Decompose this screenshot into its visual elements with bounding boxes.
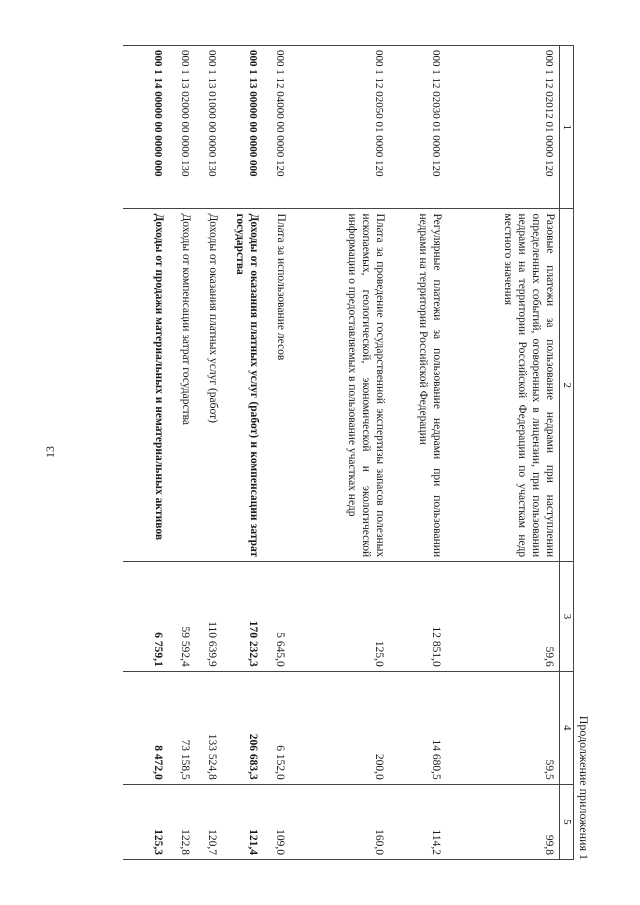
revenue-name: Доходы от оказания платных услуг (работ) xyxy=(195,209,222,562)
value-col5: 122,8 xyxy=(168,784,195,859)
table-row xyxy=(389,46,446,860)
continuation-caption: Продолжение приложения 1 xyxy=(577,715,591,860)
budget-code: 000 1 14 00000 00 0000 000 xyxy=(123,46,168,209)
value-col3: 5 645,0 xyxy=(263,562,290,672)
value-col4: 14 680,5 xyxy=(389,671,446,784)
budget-code: 000 1 13 00000 00 0000 000 xyxy=(222,46,263,209)
revenue-table xyxy=(123,45,574,860)
value-col5: 114,2 xyxy=(389,784,446,859)
column-number-row xyxy=(560,46,574,860)
revenue-name: Разовые платежи за пользование недрами при наступлении определенных событий, оговоренных в лицензии, при пользовании недрами на территории Российской Федерации по участкам недр местного значения xyxy=(446,209,560,562)
page-number: 13 xyxy=(43,446,57,458)
value-col4: 200,0 xyxy=(290,671,389,784)
value-col5: 160,0 xyxy=(290,784,389,859)
column-number-4: 4 xyxy=(560,671,574,784)
table-row-total xyxy=(123,46,168,860)
value-col5: 109,0 xyxy=(263,784,290,859)
value-col3: 170 232,3 xyxy=(222,562,263,672)
value-col5: 99,8 xyxy=(446,784,560,859)
value-col5: 121,4 xyxy=(222,784,263,859)
table-row xyxy=(168,46,195,860)
value-col4: 59,5 xyxy=(446,671,560,784)
table-row xyxy=(446,46,560,860)
budget-code: 000 1 12 02030 01 0000 120 xyxy=(389,46,446,209)
table-row-total xyxy=(222,46,263,860)
value-col4: 6 152,0 xyxy=(263,671,290,784)
revenue-name: Доходы от оказания платных услуг (работ) и компенсации затрат государства xyxy=(222,209,263,562)
budget-code: 000 1 13 02000 00 0000 130 xyxy=(168,46,195,209)
column-number-1: 1 xyxy=(560,46,574,209)
revenue-name: Плата за проведение государственной экспертизы запасов полезных ископаемых, геологической, экономической и экологической информации о предоставляемых в пользование участках недр xyxy=(290,209,389,562)
value-col5: 120,7 xyxy=(195,784,222,859)
value-col3: 125,0 xyxy=(290,562,389,672)
revenue-name: Регулярные платежи за пользование недрами при пользовании недрами на территории Российской Федерации xyxy=(389,209,446,562)
budget-code: 000 1 12 02050 01 0000 120 xyxy=(290,46,389,209)
column-number-2: 2 xyxy=(560,209,574,562)
budget-code: 000 1 12 02012 01 0000 120 xyxy=(446,46,560,209)
value-col5: 125,3 xyxy=(123,784,168,859)
value-col4: 73 158,5 xyxy=(168,671,195,784)
value-col3: 12 851,0 xyxy=(389,562,446,672)
value-col4: 8 472,0 xyxy=(123,671,168,784)
budget-code: 000 1 12 04000 00 0000 120 xyxy=(263,46,290,209)
value-col4: 206 683,3 xyxy=(222,671,263,784)
table-row xyxy=(195,46,222,860)
revenue-name: Доходы от компенсации затрат государства xyxy=(168,209,195,562)
revenue-name: Плата за использование лесов xyxy=(263,209,290,562)
value-col3: 6 759,1 xyxy=(123,562,168,672)
value-col4: 133 524,8 xyxy=(195,671,222,784)
column-number-5: 5 xyxy=(560,784,574,859)
table-row xyxy=(290,46,389,860)
revenue-name: Доходы от продажи материальных и нематериальных активов xyxy=(123,209,168,562)
value-col3: 59 592,4 xyxy=(168,562,195,672)
rotated-page-content xyxy=(92,45,592,860)
column-number-3: 3 xyxy=(560,562,574,672)
budget-code: 000 1 13 01000 00 0000 130 xyxy=(195,46,222,209)
table-row xyxy=(263,46,290,860)
value-col3: 110 639,9 xyxy=(195,562,222,672)
value-col3: 59,6 xyxy=(446,562,560,672)
